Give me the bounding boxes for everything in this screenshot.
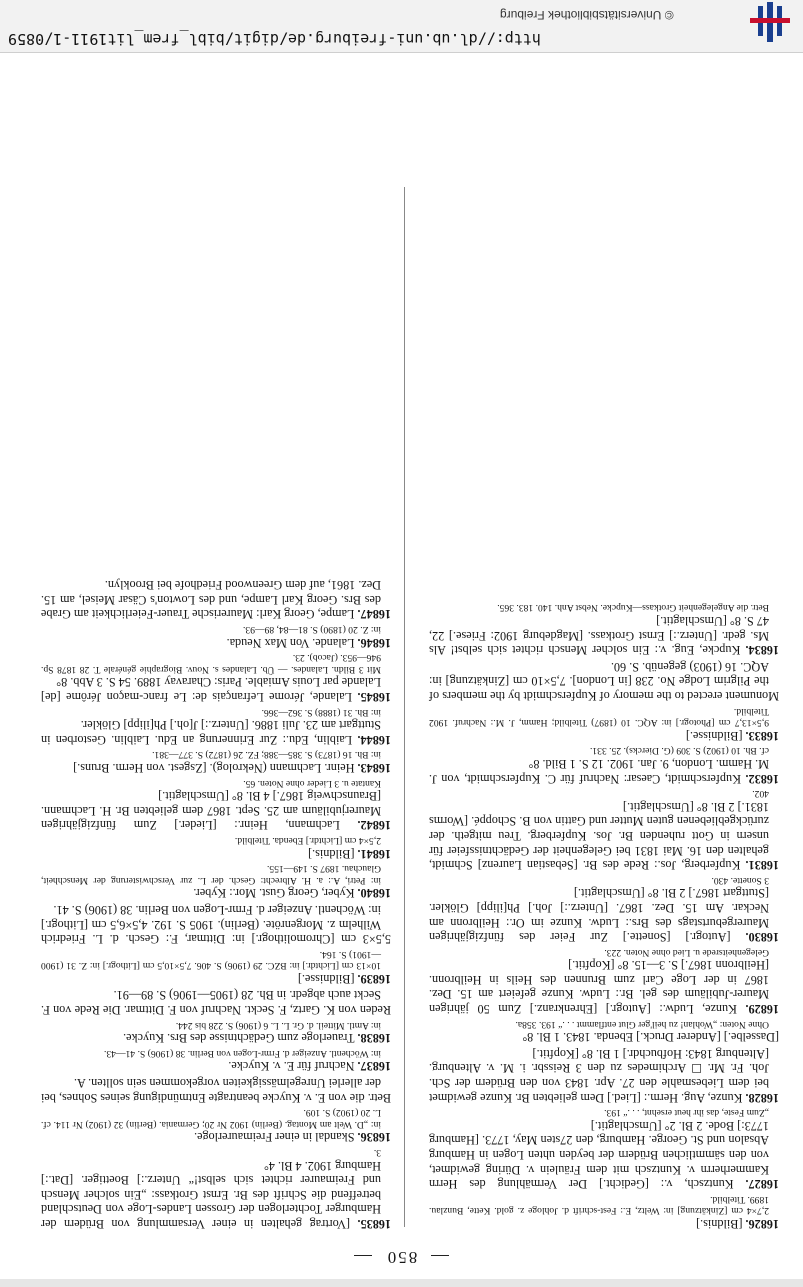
entry-number: 16830.: [730, 930, 779, 945]
entry-note: in: Amtl. Mitteil. d. Gr. L. L. 6 (1906) S. 228 bis 244.: [175, 1019, 381, 1031]
catalog-entry: [429, 602, 779, 657]
copyright-notice: © Universitätsbibliothek Freiburg: [500, 8, 674, 22]
entry-text: Skandal in einer Freimaurerloge.: [194, 1130, 355, 1145]
catalog-entry: [41, 777, 391, 832]
entry-number: 16832.: [740, 771, 779, 786]
entry-number: 16837.: [354, 1059, 391, 1074]
entry-text: Kupferschmidt, Caesar: Nachruf für C. Kupferschmidt, von J. M. Hamm. London, 9. Jan. 1902. 12 S. 1 Bild. 8°: [429, 757, 769, 786]
catalog-entry: [429, 946, 779, 1016]
entry-note: 3.: [373, 1147, 381, 1159]
catalog-entry: [429, 874, 779, 944]
entry-note: 9,5×13,7 cm [Photogr.] in: AQC. 10 (1897) Titelbild; Hamm, J. M.: Nachruf. 1902 Titelbild.: [429, 705, 769, 729]
catalog-entry: [429, 659, 779, 703]
catalog-entry: [429, 1018, 779, 1044]
catalog-entry: [41, 1107, 391, 1145]
catalog-entry: [41, 749, 391, 775]
entry-note: 10×13 cm [Lichtdr.] in: BZC. 29 (1906) S. 406. 7,5×10,5 cm [Lithogr.] in: Z. 31 (1900—1901) S. 164.: [41, 948, 381, 972]
entry-note: 402.: [752, 788, 769, 800]
entry-note: Ohne Noten: „Wohlan! zu heil'ger Glut entflammt . . .“ 193. 358a.: [515, 1018, 769, 1030]
entry-text: Kupcke, Eug. v.: Ein solcher Mensch richtet sich selbst! Als Ms. gedr. [Unterz.:] Ernst Grotkass. [Magdeburg 1902: Friese.] 22, 47 S. 8° [Umschlagtit.]: [428, 614, 769, 658]
catalog-entry: [41, 1075, 391, 1104]
entry-text: [Vortrag gehalten in einer Versammlung von Brüdern der Hamburger Tochterlogen der Grossen Landes-Loge von Deutschland betreffend die Schrift des Br. Ernst Grotkass: „Ein solcher Mensch und Freimaurer richtet sich selbst!“ Unterz.:] Boettiger. [Dat.:] Hamburg 1902. 4 Bl. 4°: [41, 1158, 381, 1231]
left-column: [429, 600, 779, 1231]
entry-text: [Bildnisse.]: [685, 728, 743, 743]
entry-note: in: Petri, A.: a. H. Albrecht: Gesch. der L. zur Verschwisterung der Menschheit, Glauchau. 1897 S. 149—155.: [41, 863, 381, 886]
university-logo-icon: [750, 2, 790, 44]
catalog-entry: [429, 705, 779, 743]
catalog-entry: [429, 1193, 779, 1231]
column-divider: [404, 187, 405, 1227]
entry-number: 16842.: [339, 818, 391, 833]
entry-number: 16835.: [350, 1217, 391, 1231]
entry-note: in: Bh. 31 (1888) S. 362—366.: [261, 706, 381, 718]
catalog-entry: [41, 834, 391, 860]
catalog-entry: [429, 1046, 779, 1104]
right-column: [41, 576, 391, 1231]
entry-number: 16829.: [736, 1002, 779, 1017]
document-url[interactable]: http://dl.ub.uni-freiburg.de/digit/bibl_frem_lit1911-1/0859: [8, 30, 541, 48]
catalog-entry: [41, 948, 391, 986]
entry-text: Nachruf für E. v. Kuycke.: [228, 1059, 355, 1074]
entry-text: Lalande, Jérome Lefrançais de: Le franc-maçon Jérôme [de] Lalande par Louis Amiable. Paris: Charavay 1889. 54 S. 3 Abb. 8°: [40, 675, 381, 705]
entry-number: 16843.: [354, 761, 391, 775]
entry-text: Monument erected to the memory of Kupferschmidt by the members of the Pilgrim Lodge No. 238 [in London]. 7,5×10 cm [Zinkätzung] in: AQC. 16 (1903) gegenüb. S. 60.: [429, 659, 779, 704]
entry-number: 16827.: [733, 1177, 779, 1192]
entry-text: Lampe, Georg Karl: Maurerische Trauer-Feierlichkeit am Grabe des Brs. Georg Karl Lampe, und des Lowton's Cäsar Meisel, am 15. Dez. 1861, auf dem Greenwood Friedhofe bei Brooklyn.: [41, 578, 381, 622]
catalog-entry: [41, 706, 391, 747]
catalog-entry: [41, 1146, 391, 1231]
entry-number: 16833.: [742, 728, 779, 743]
entry-note: Gelegenheitsrede u. Lied ohne Noten. 223.: [604, 946, 769, 958]
entry-note: in: Wöchentl. Anzeiger d. Frmr-Logen von Berlin. 38 (1906) S. 41—43.: [103, 1047, 381, 1059]
entry-text: [Bildnis.]: [696, 1217, 743, 1231]
entry-number: 16846.: [354, 635, 391, 650]
entry-number: 16838.: [354, 1031, 391, 1046]
entry-text: Kuntzsch, v.: [Gedicht.] Der Vermählung des Herrn Kammerherrn v. Kuntzsch mit dem Fräulein v. Düring gewidmet, von den sämmtlichen Brüdern der beyden uhten Logen in Hamburg Absalon und St. George. Hamburg, den 27sten May, 1773. [Hamburg 1773:] Bode. 2 Bl. 2° [Umschlagtit.]: [428, 1118, 769, 1192]
entry-note: Kantate u. 3 Lieder ohne Noten. 65.: [243, 777, 381, 789]
entry-number: 16836.: [354, 1130, 391, 1145]
entry-text: [Autogr.] [Sonette.] Zur Feier des fünfzigjährigen Maurergeburtstags des Brs.: Ludw. Kunze im Or.: Heilbronn am Neckar. Am 15. Dez. 1867. [Unterz.:] Joh.] Ph[ilipp] Glökler. [Stuttgart 1867.] 2 Bl. 8° [Umschlagtit.]: [428, 886, 769, 945]
entry-number: 16828.: [742, 1090, 779, 1105]
bottom-bar: [0, 1279, 803, 1287]
entry-number: 16831.: [740, 858, 779, 873]
entry-text: Kyber, Georg Gust. Mor.: Kyber.: [193, 886, 355, 901]
catalog-entry: [41, 578, 391, 622]
entry-note: Betr. die Angelegenheit Grotkass—Kupcke. Nebst Anh. 140. 183. 365.: [497, 602, 769, 614]
viewer-header: [0, 0, 803, 53]
entry-text: Kunze, Aug. Herm.: [Lied.] Dem geliebten Br. Kunze gewidmet bei dem Liebesmahle den 27. Apr. 1843 von den Brüdern der Sch. Joh. Fr. Mr. ☐ Archimedes zu den 3 Reissbr. i. M. v. Altenburg. [Altenburg 1843: Hofbuchdr.] 1 Bl. 8° [Kopftit.]: [428, 1046, 769, 1105]
entry-note: 3 Sonette. 430.: [711, 874, 769, 886]
entry-text: Lalande. Von Max Neuda.: [226, 635, 355, 650]
entry-text: Kunze, Ludw.: [Autogr.] [Ehrenkranz.] Zum 50 jährigen Maurer-Jubiläum des gel. Br.: Ludw. Kunze gefeiert am 15. Dez. 1867 in der Loge Carl zum Brunnen des Heils in Heilbronn. [Heilbronn 1867.] S. 3—15. 8° [Kopftit.]: [428, 958, 769, 1017]
entry-text: [Dasselbe.] [Anderer Druck.] Ebenda. 1843. 1 Bl. 8°: [522, 1030, 779, 1045]
catalog-entry: [429, 745, 779, 786]
entry-note: in: Bh. 16 (1873) S. 385—388; FZ. 26 (1872) S. 377—381.: [152, 749, 381, 761]
entry-number: 16844.: [352, 732, 391, 747]
entry-text: Kupferberg, Jos.: Rede des Br. [Sebastian Laurenz] Schmidt, gehalten den 16. Mai 1831 bei Gelegenheit der Gedächtnissfeier für unsern in Gott ruhenden Br. Jos. Kupferberg. Treu mitgeth. der zurückgebliebenen guten Mutter und Gattin von B. Schoppé. [Worms 1831.] 2 Bl. 8° [Umschlagtit.]: [428, 799, 769, 873]
entry-number: 16840.: [354, 886, 391, 901]
catalog-entry: [429, 788, 779, 873]
entry-text: Lachmann, Heinr.: [Lieder.] Zum fünfzigjährigen Maurerjubiläum am 25. Sept. 1867 dem geliebten Br. H. Lachmann. [Braunschweig 1867.] 4 Bl. 8° [Umschlagtit.]: [41, 789, 381, 833]
entry-number: 16845.: [352, 690, 391, 705]
entry-number: 16834.: [740, 643, 779, 658]
entry-note: 2,7×4 cm [Zinkätzung] in: Weltz, E.: Fest-schrift d. Johloge z. gold. Kette, Bunzlau. 1899. Titelbild.: [429, 1193, 769, 1217]
entry-text: Heinr. Lachmann (Nekrolog). [Zsgest. von Herm. Bruns.]: [73, 761, 355, 775]
catalog-entry: [429, 1107, 779, 1192]
entry-note: „Zum Feste, das ihr heut ersehnt, . . .“ 193.: [604, 1107, 769, 1119]
entry-number: 16826.: [742, 1217, 779, 1231]
entry-text: 5,5×3 cm [Chromolithogr.] in: Dittmar, F.: Gesch. d. L. Friedrich Wilhelm z. Morgenröte. (Berlin). 1905 S. 192. 4,5×6,5 cm [Lithogr.] in: Wöchentl. Anzeiger d. Frmr-Logen von Berlin. 38 (1906) S. 41.: [41, 902, 391, 947]
entry-text: [Bildnisse.]: [297, 971, 355, 986]
catalog-entry: [41, 988, 391, 1017]
catalog-entry: [41, 863, 391, 901]
entry-note: in: Z. 20 (1890) S. 81—84, 89—93.: [242, 624, 381, 636]
scanned-page: [0, 52, 803, 1279]
entry-note: in: „D. Welt am Montag. (Berlin) 1902 Nr 20; Germania. (Berlin) 32 (1902) Nr 114. cf. L. 20 (1902) S. 109.: [41, 1107, 381, 1130]
catalog-entry: [41, 1047, 391, 1073]
catalog-entry: [41, 652, 391, 704]
entry-text: Laiblin, Edu.: Zur Erinnerung an Edu. Laiblin. Gestorben in Stuttgart am 23. Juli 1886. [Unterz.:] J[oh.] Ph[ilipp] Glökler.: [40, 718, 381, 747]
catalog-entry: [41, 902, 391, 946]
catalog-entry: [41, 623, 391, 649]
entry-text: Reden von K. Gartz, F. Seckt. Nachruf von F. Dittmar. Die Rede von F. Seckt auch abgedr. in Bh. 28 (1905—1906) S. 89—91.: [41, 988, 391, 1018]
catalog-entry: [41, 1019, 391, 1045]
entry-number: 16839.: [354, 971, 391, 986]
entry-text: Betr. die von E. v. Kuycke beantragte Entmündigung seines Sohnes, bei der allerlei Unregelmässigkeiten vorgekommen sein sollten. A.: [41, 1076, 391, 1105]
entry-text: Trauerloge zum Gedächtnisse des Brs. Kuycke.: [123, 1031, 355, 1046]
entry-number: 16841.: [354, 846, 391, 861]
entry-note: cf. Bh. 10 (1902) S. 309 (G. Diercks). 25. 331.: [589, 745, 769, 757]
entry-note: 2,5×4 cm [Lichtdr.] Ebenda. Titelbild.: [234, 834, 381, 846]
entry-number: 16847.: [354, 607, 391, 622]
entry-text: [Bildnis.]: [308, 846, 355, 861]
entry-note: Mit 3 Bildn. Lalandes. — Üb. Lalandes s. Nouv. Biographie générale T. 28 1878 Sp. 946—953. (Jacob). 23.: [41, 652, 381, 675]
page-number: 850: [0, 1247, 803, 1267]
